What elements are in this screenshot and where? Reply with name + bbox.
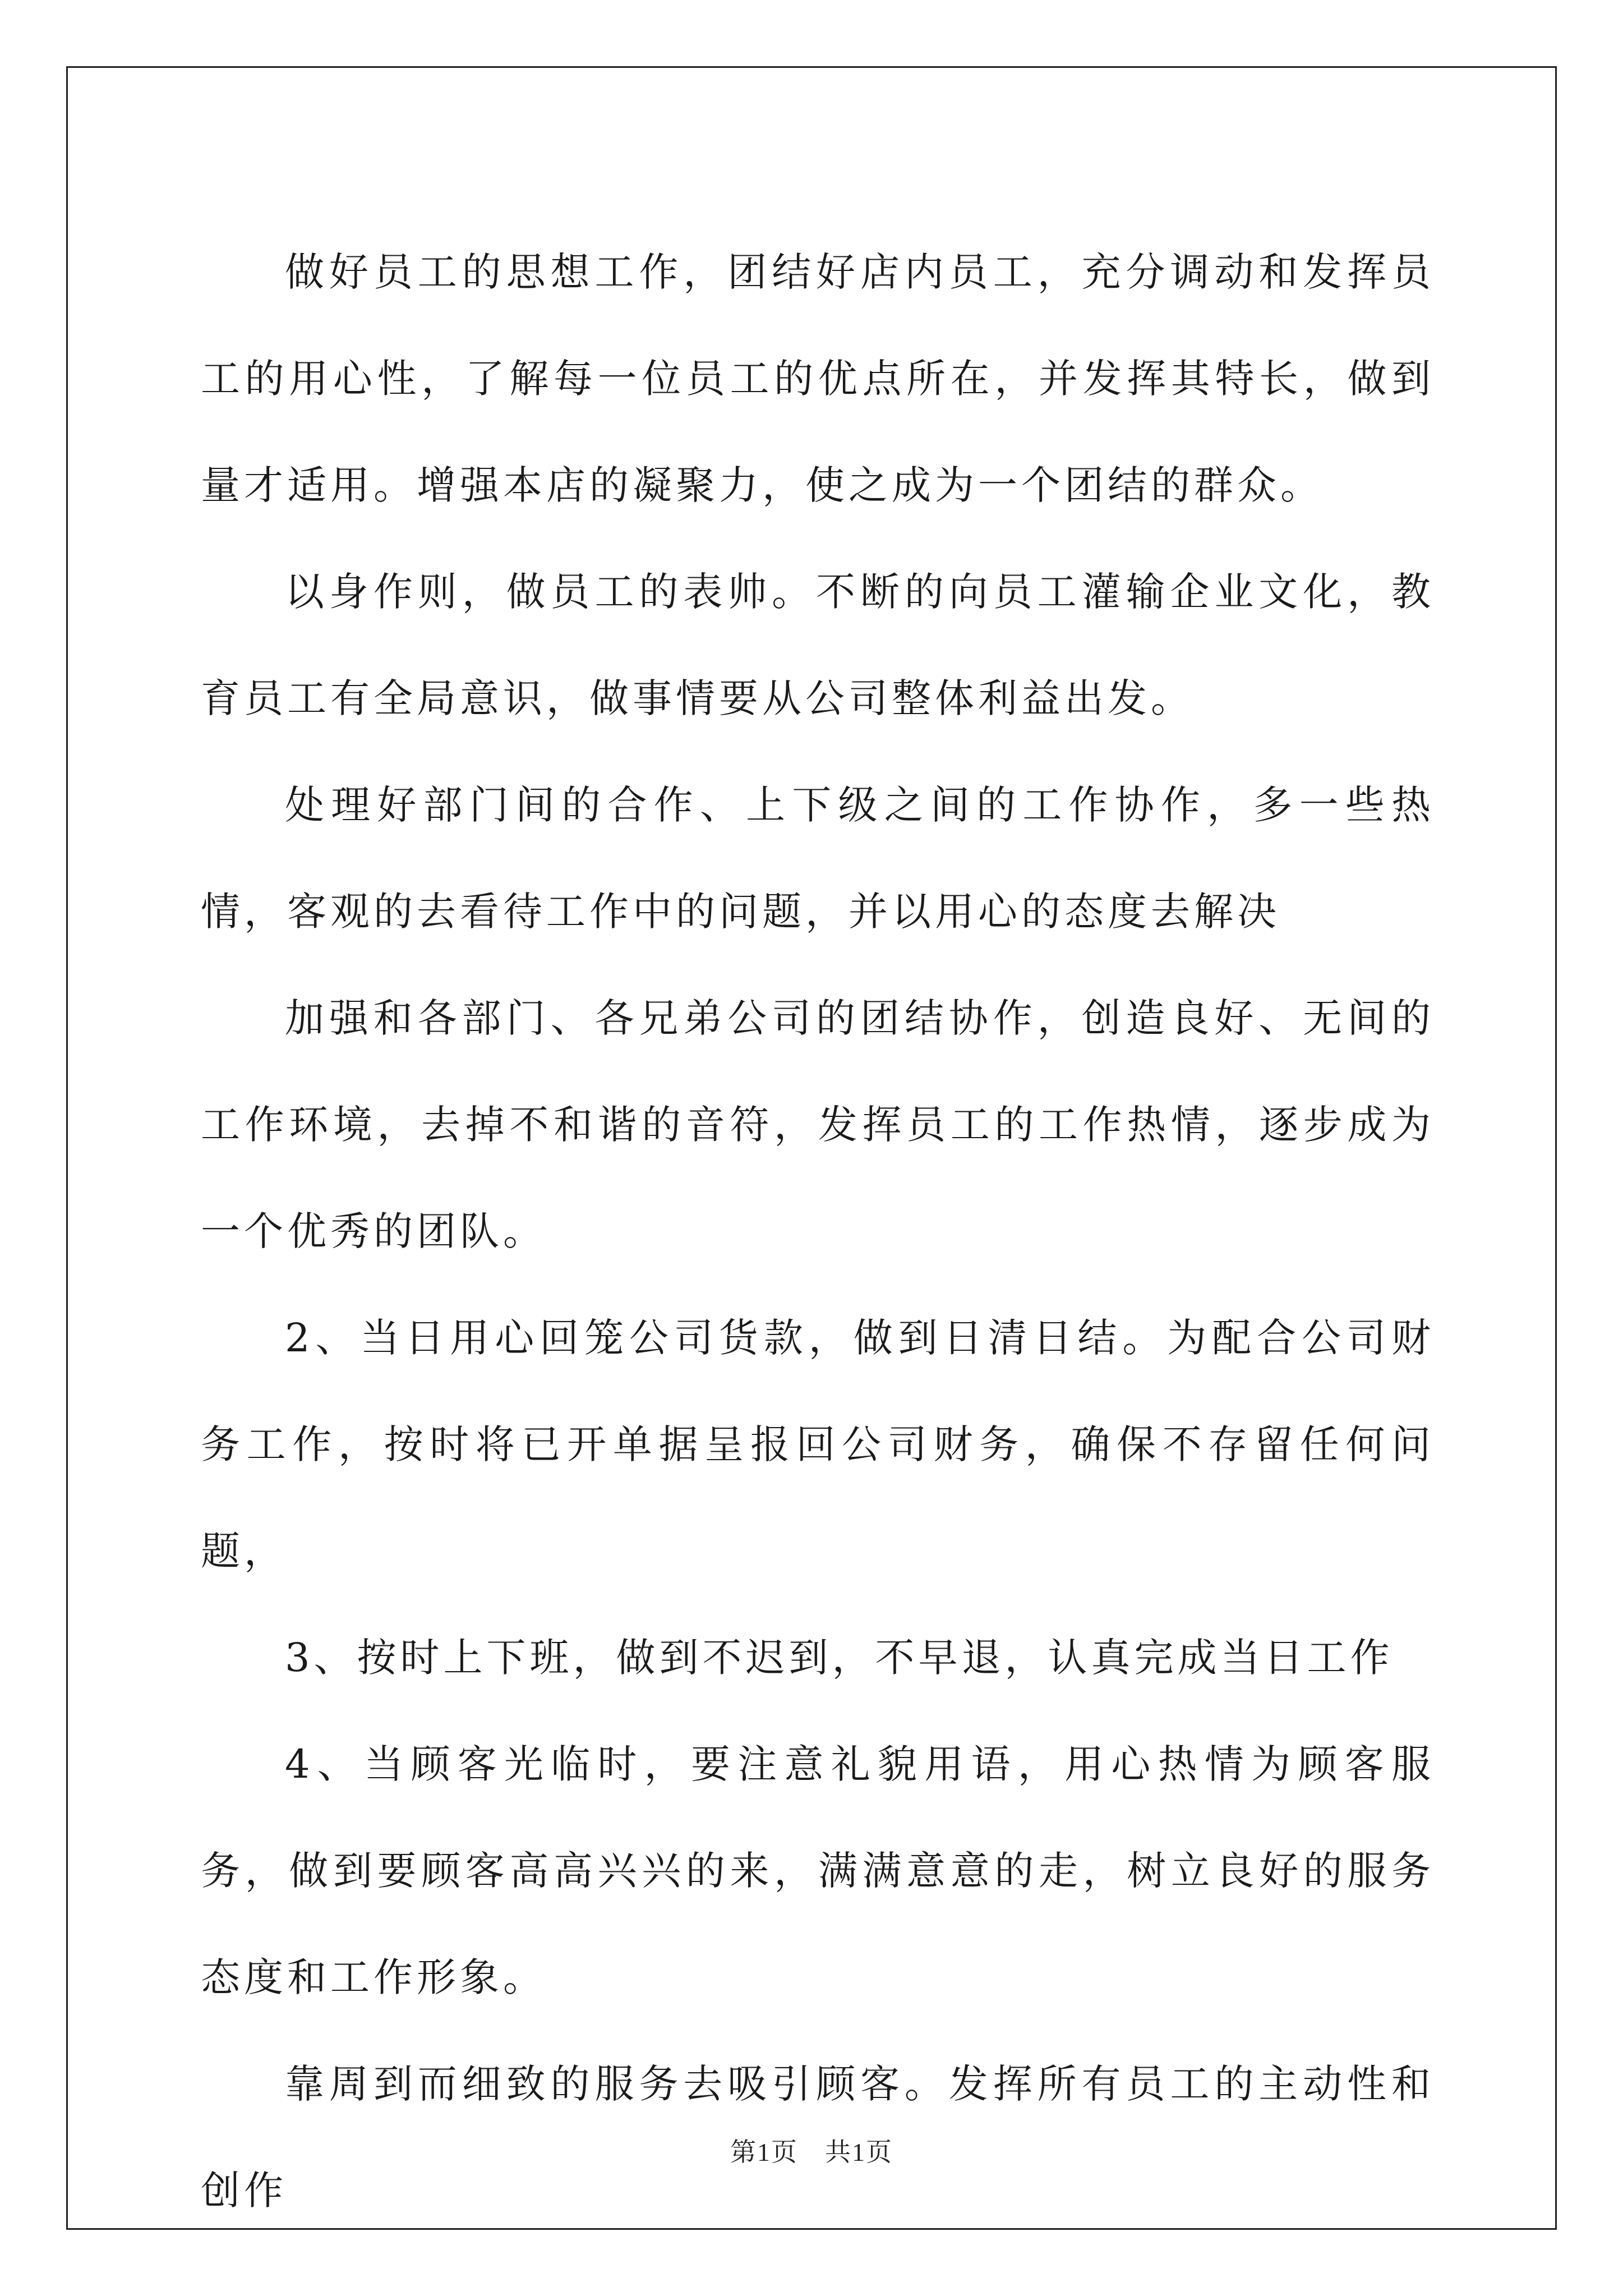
paragraph-5: 2、当日用心回笼公司货款，做到日清日结。为配合公司财务工作，按时将已开单据呈报回公司财务，确保不存留任何问题，	[201, 1315, 1435, 1574]
paragraph-6: 3、按时上下班，做到不迟到，不早退，认真完成当日工作	[285, 1635, 1394, 1681]
paragraph-8: 靠周到而细致的服务去吸引顾客。发挥所有员工的主动性和创作	[201, 2061, 1435, 2214]
paragraph-1: 做好员工的思想工作，团结好店内员工，充分调动和发挥员工的用心性，了解每一位员工的优点所在，并发挥其特长，做到量才适用。增强本店的凝聚力，使之成为一个团结的群众。	[201, 249, 1435, 508]
paragraph-4: 加强和各部门、各兄弟公司的团结协作，创造良好、无间的工作环境，去掉不和谐的音符，发挥员工的工作热情，逐步成为一个优秀的团队。	[201, 995, 1435, 1254]
paragraph-3: 处理好部门间的合作、上下级之间的工作协作，多一些热情，客观的去看待工作中的问题，并以用心的态度去解决	[201, 782, 1435, 935]
document-body	[201, 219, 1435, 2244]
paragraph-7: 4、当顾客光临时，要注意礼貌用语，用心热情为顾客服务，做到要顾客高高兴兴的来，满满意意的走，树立良好的服务态度和工作形象。	[201, 1741, 1435, 2000]
page-footer: 第1页 共1页	[730, 2138, 893, 2166]
paragraph-2: 以身作则，做员工的表帅。不断的向员工灌输企业文化，教育员工有全局意识，做事情要从公司整体利益出发。	[201, 569, 1435, 721]
